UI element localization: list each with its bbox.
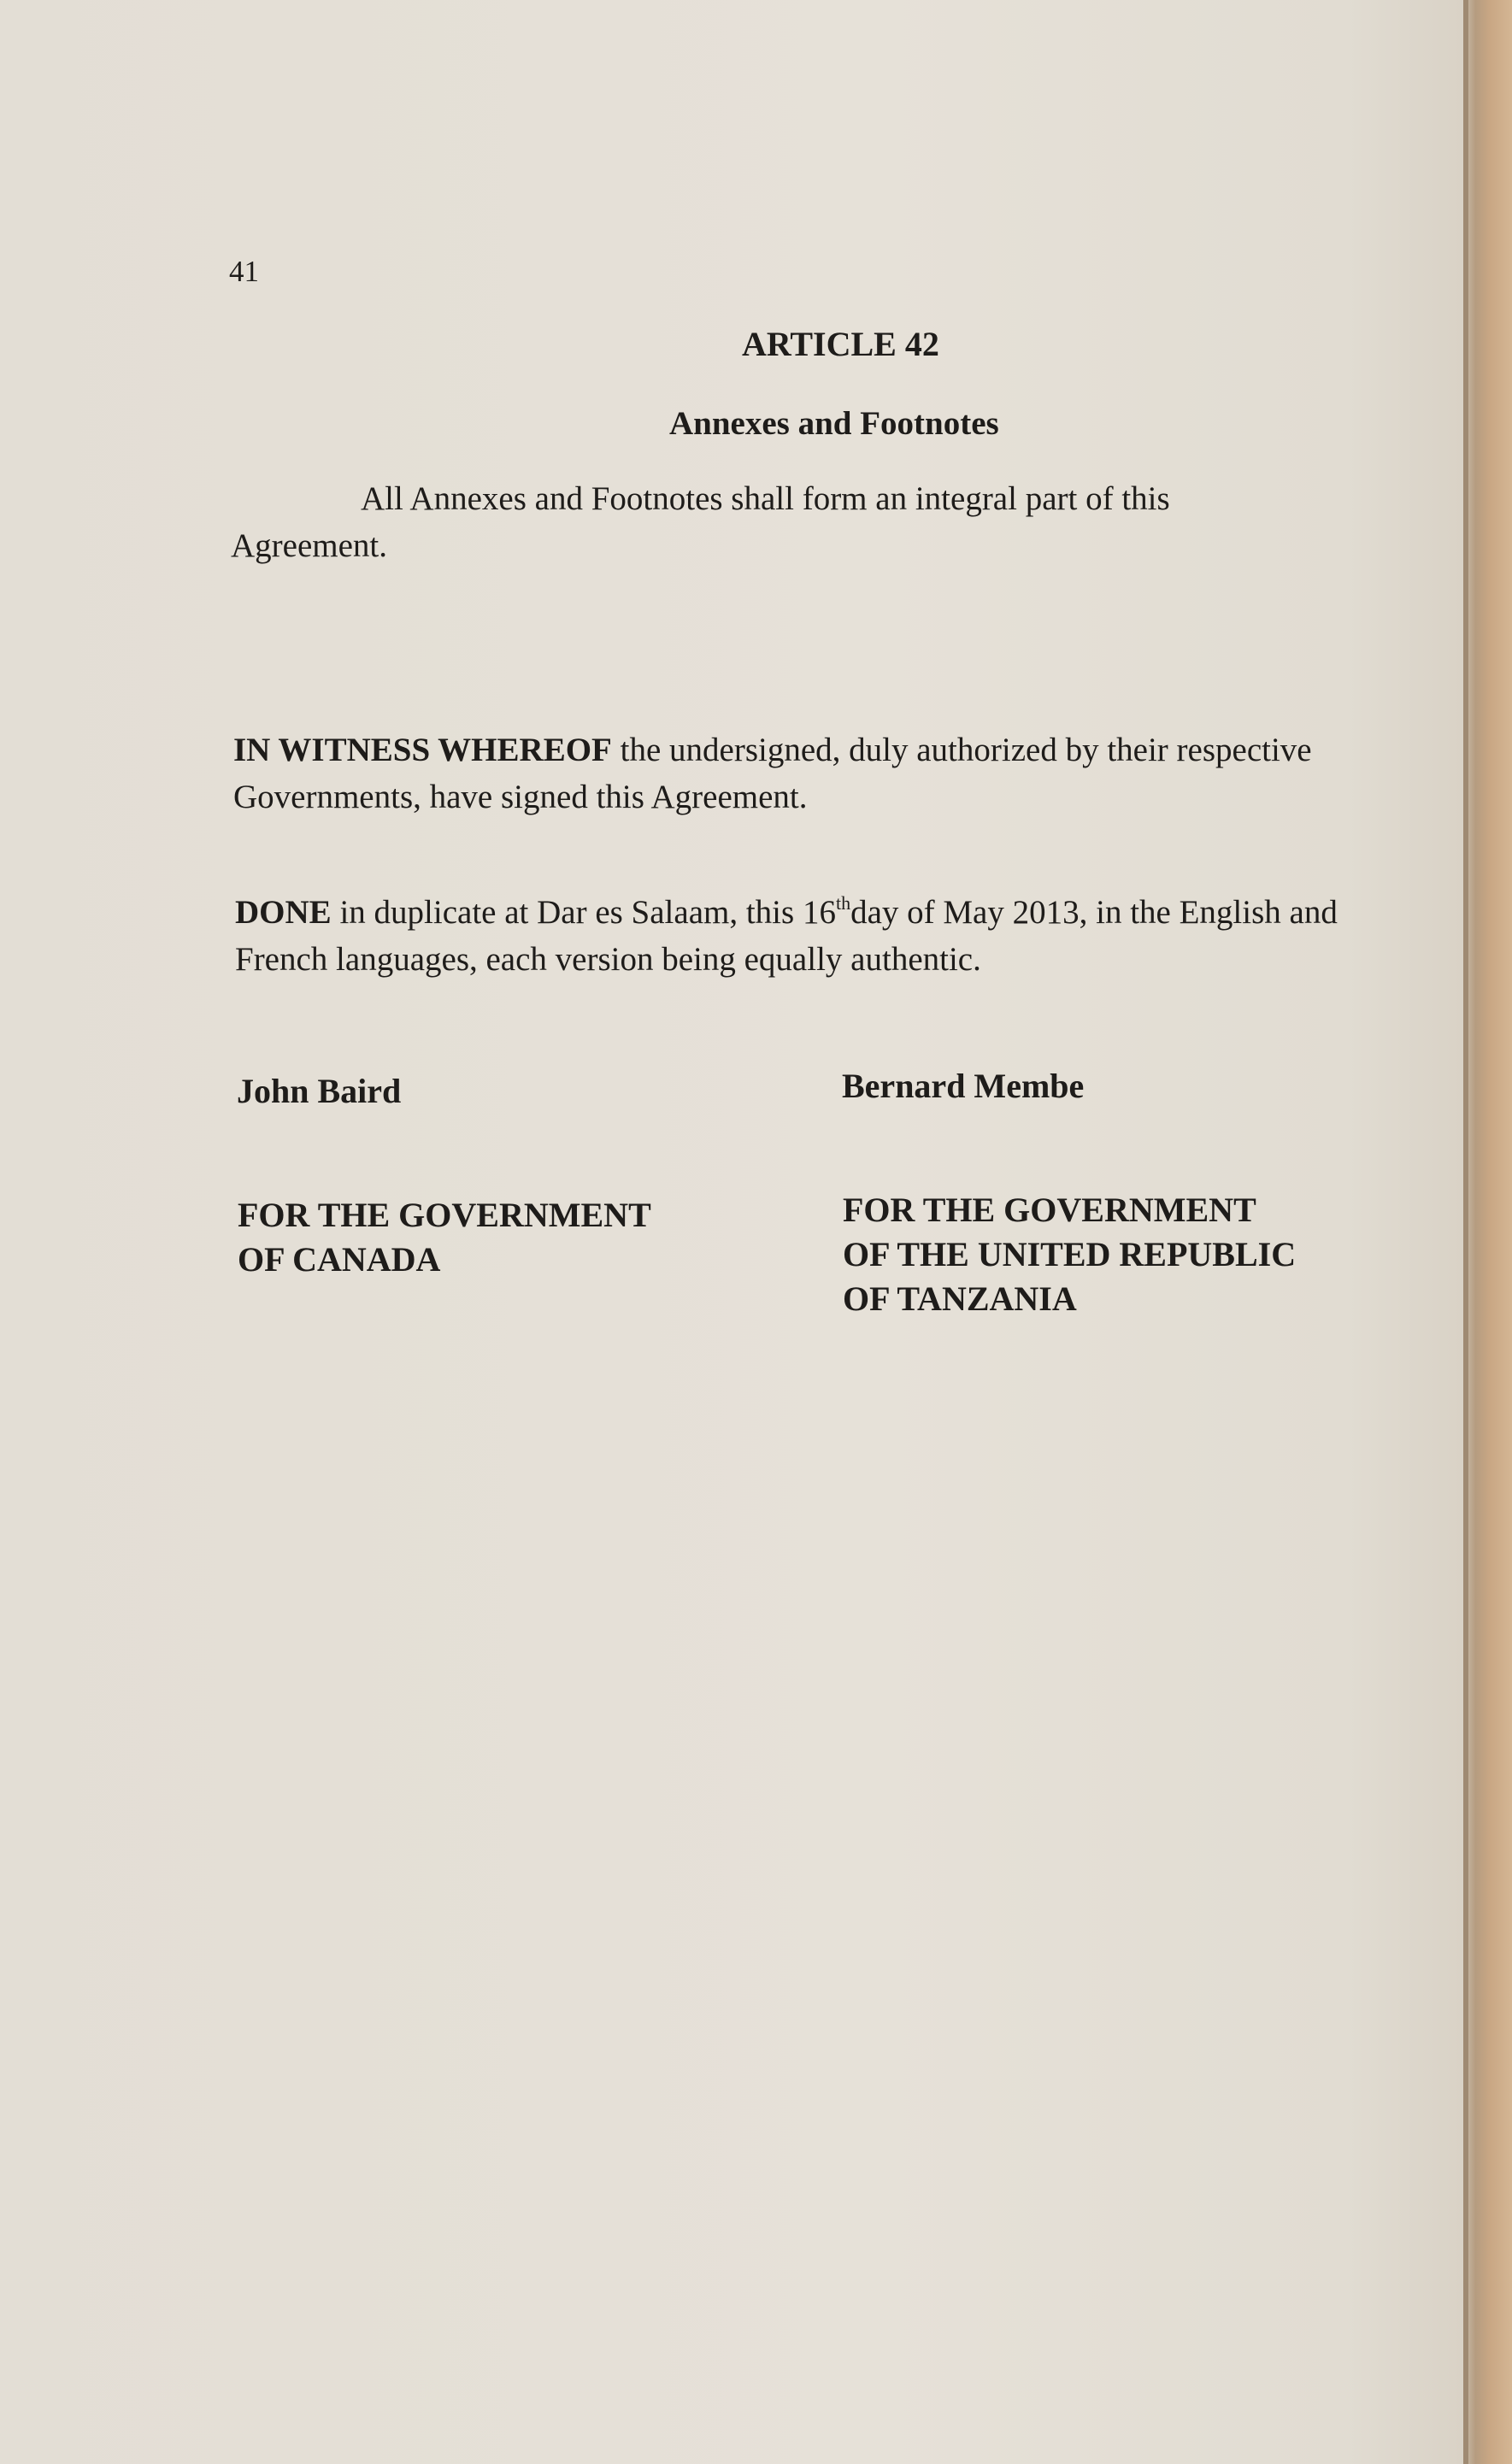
- signatory-name-canada: John Baird: [237, 1072, 402, 1110]
- article-heading: ARTICLE 42: [742, 325, 939, 363]
- government-line: OF THE UNITED REPUBLIC: [843, 1235, 1297, 1273]
- government-line: FOR THE GOVERNMENT: [238, 1196, 651, 1234]
- done-text-after: day of May 2013, in the English and French languages, each version being equally authentic.: [235, 894, 1338, 978]
- done-lead: DONE: [235, 894, 332, 931]
- witness-clause: [233, 726, 1413, 820]
- book-binding-edge: [1463, 0, 1512, 2464]
- witness-text: the undersigned, duly authorized by their respective Governments, have signed this Agreement.: [233, 732, 1312, 815]
- government-block-canada: [238, 1193, 651, 1282]
- government-line: OF CANADA: [238, 1240, 441, 1279]
- government-line: FOR THE GOVERNMENT: [843, 1191, 1256, 1229]
- article-subheading: Annexes and Footnotes: [669, 405, 999, 442]
- done-date-superscript: th: [835, 892, 851, 914]
- done-clause: [235, 889, 1415, 983]
- signatory-name-tanzania: Bernard Membe: [842, 1067, 1085, 1105]
- done-text-before: in duplicate at Dar es Salaam, this 16: [331, 894, 836, 931]
- article-body: All Annexes and Footnotes shall form an integral part of this Agreement.: [231, 480, 1170, 564]
- government-block-tanzania: [843, 1188, 1296, 1321]
- witness-lead: IN WITNESS WHEREOF: [233, 732, 612, 768]
- page-number: 41: [229, 255, 259, 288]
- government-line: OF TANZANIA: [843, 1279, 1077, 1318]
